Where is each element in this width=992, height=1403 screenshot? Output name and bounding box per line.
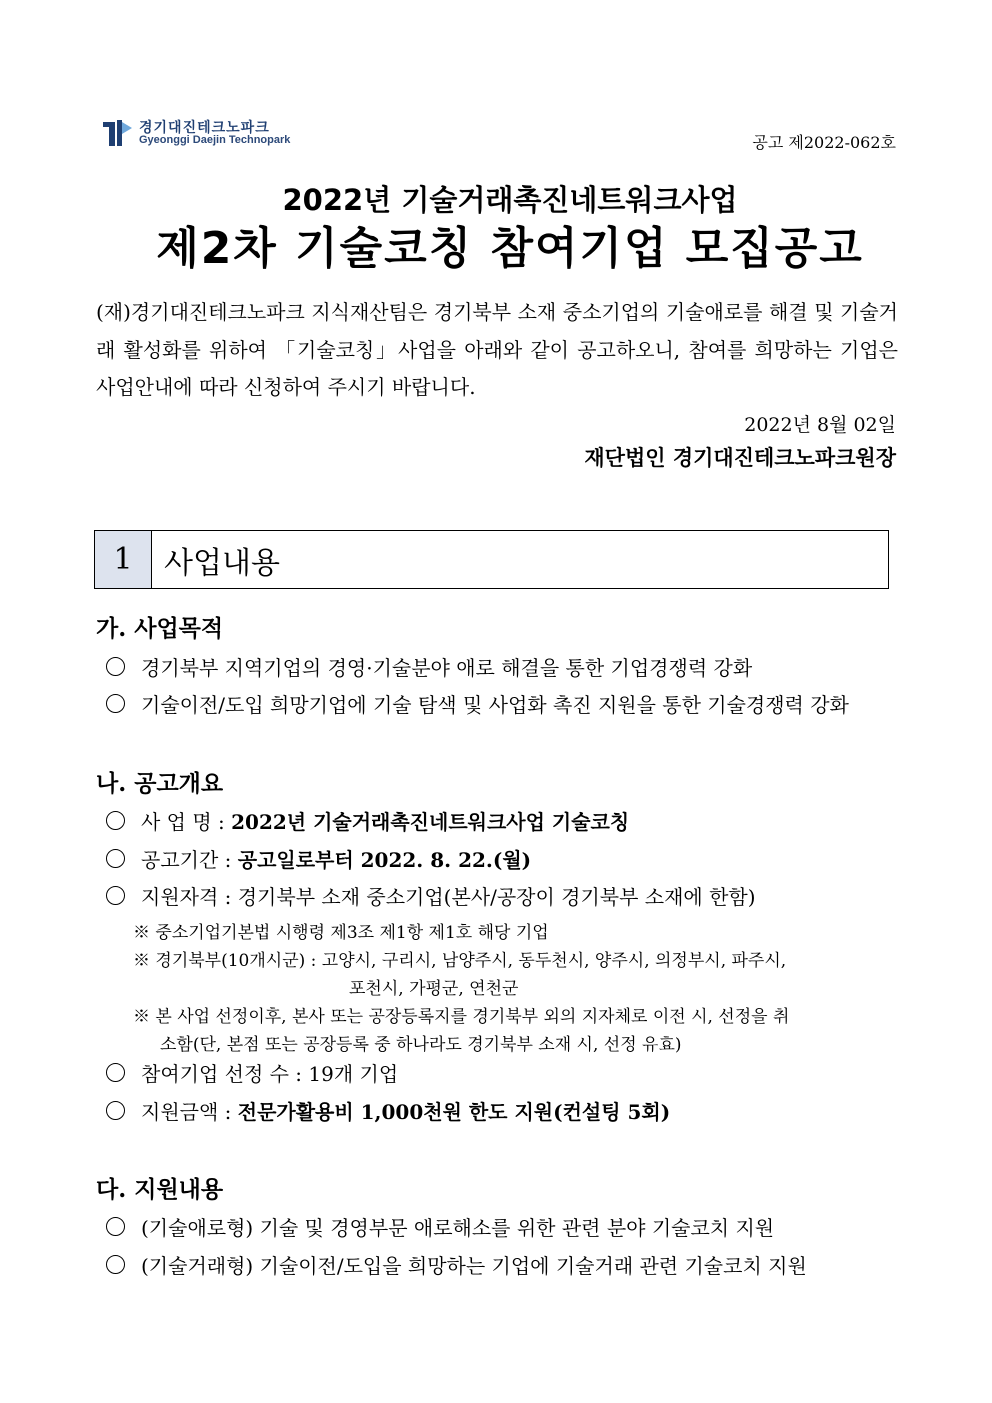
list-item <box>106 689 849 718</box>
list-item <box>106 844 531 873</box>
logo <box>103 118 290 148</box>
logo-korean: 경기대진테크노파크 <box>139 118 270 135</box>
circle-bullet-icon <box>106 886 125 905</box>
note: ※ 본 사업 선정이후, 본사 또는 공장등록지를 경기북부 외의 지자체로 이전 시, 선정을 취 <box>133 1007 790 1027</box>
section-header <box>94 530 889 589</box>
section-title: 사업내용 <box>164 545 280 581</box>
heading-support: 다. 지원내용 <box>96 1176 224 1203</box>
circle-bullet-icon <box>106 1255 125 1274</box>
list-item <box>106 1096 670 1125</box>
section-number: 1 <box>95 531 152 588</box>
list-item-text: (기술거래형) 기술이전/도입을 희망하는 기업에 기술거래 관련 기술코치 지원 <box>141 1254 807 1278</box>
list-item-text: 참여기업 선정 수 : 19개 기업 <box>141 1062 399 1086</box>
note-continued: 소함(단, 본점 또는 공장등록 중 하나라도 경기북부 소재 시, 선정 유효) <box>160 1035 682 1055</box>
list-item <box>106 1058 398 1087</box>
list-item <box>106 881 756 910</box>
circle-bullet-icon <box>106 657 125 676</box>
circle-bullet-icon <box>106 849 125 868</box>
list-item-label: 공고기간 : <box>141 848 232 872</box>
circle-bullet-icon <box>106 1101 125 1120</box>
circle-bullet-icon <box>106 1063 125 1082</box>
list-item-text: 지원자격 : 경기북부 소재 중소기업(본사/공장이 경기북부 소재에 한함) <box>141 885 756 909</box>
list-item-text: 경기북부 지역기업의 경영·기술분야 애로 해결을 통한 기업경쟁력 강화 <box>141 656 753 680</box>
heading-overview: 나. 공고개요 <box>96 770 224 797</box>
circle-bullet-icon <box>106 811 125 830</box>
list-item-text: 기술이전/도입 희망기업에 기술 탐색 및 사업화 촉진 지원을 통한 기술경쟁력 강화 <box>141 693 849 717</box>
document-number: 공고 제2022-062호 <box>752 133 896 152</box>
logo-english: Gyeonggi Daejin Technopark <box>139 133 291 146</box>
intro-paragraph: (재)경기대진테크노파크 지식재산팀은 경기북부 소재 중소기업의 기술애로를 해결 및 기술거래 활성화를 위하여 「기술코칭」사업을 아래와 같이 공고하오니, 참여를 희망하는 기업은 사업안내에 따라 신청하여 주시기 바랍니다. <box>96 300 898 399</box>
list-item <box>106 806 629 835</box>
announcement-date: 2022년 8월 02일 <box>744 414 896 436</box>
circle-bullet-icon <box>106 694 125 713</box>
amount-value: 전문가활용비 1,000천원 한도 지원(컨설팅 5회) <box>237 1100 671 1124</box>
signature: 재단법인 경기대진테크노파크원장 <box>584 445 896 470</box>
list-item <box>106 652 752 681</box>
circle-bullet-icon <box>106 1217 125 1236</box>
heading-purpose: 가. 사업목적 <box>96 615 224 642</box>
list-item <box>106 1250 807 1279</box>
logo-mark-icon <box>103 118 135 148</box>
note: ※ 경기북부(10개시군) : 고양시, 구리시, 남양주시, 동두천시, 양주시, 의정부시, 파주시, <box>133 951 787 971</box>
list-item-text: (기술애로형) 기술 및 경영부문 애로해소를 위한 관련 분야 기술코치 지원 <box>141 1216 775 1240</box>
list-item <box>106 1212 774 1241</box>
list-item-label: 지원금액 : <box>141 1100 232 1124</box>
project-name: 2022년 기술거래촉진네트워크사업 기술코칭 <box>231 810 630 834</box>
note: ※ 중소기업기본법 시행령 제3조 제1항 제1호 해당 기업 <box>133 923 549 943</box>
title-line-2: 제2차 기술코칭 참여기업 모집공고 <box>156 223 864 274</box>
period-value: 공고일로부터 2022. 8. 22.(월) <box>237 848 532 872</box>
title-line-1: 2022년 기술거래촉진네트워크사업 <box>282 183 738 217</box>
list-item-label: 사 업 명 : <box>141 810 225 834</box>
note-continued: 포천시, 가평군, 연천군 <box>349 979 519 999</box>
